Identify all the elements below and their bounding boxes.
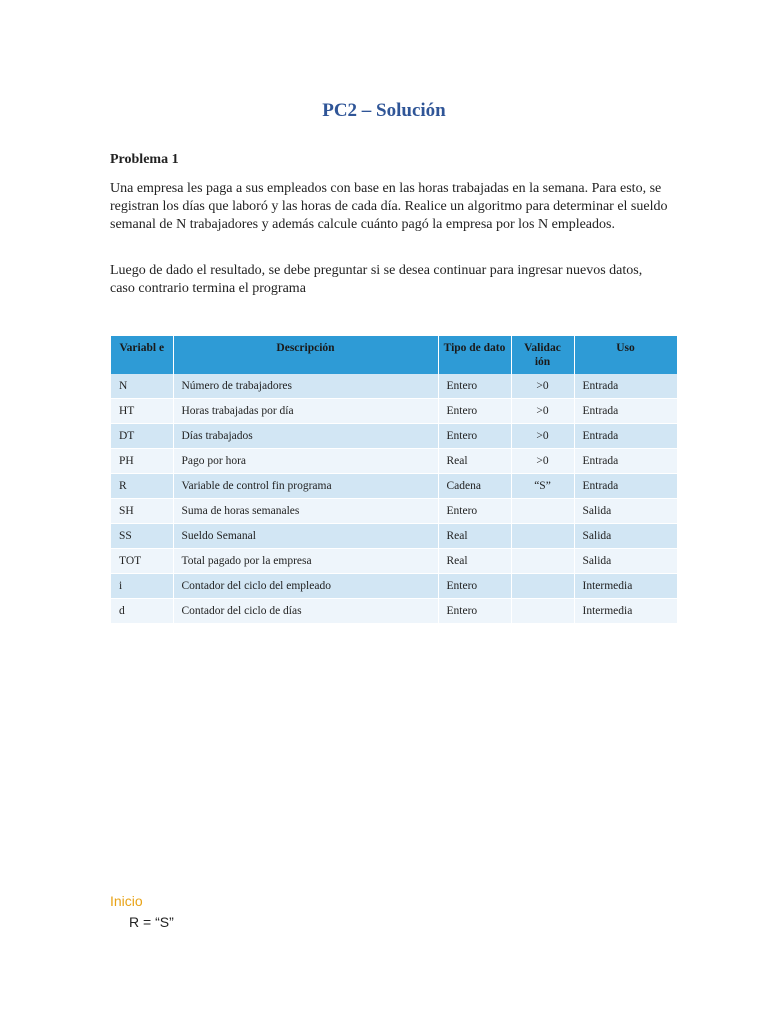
cell-variable: i — [111, 574, 173, 599]
table-row — [111, 474, 677, 499]
cell-use: Entrada — [574, 374, 677, 399]
problem-heading: Problema 1 — [110, 152, 179, 167]
table-row — [111, 374, 677, 399]
cell-use: Salida — [574, 549, 677, 574]
cell-variable: N — [111, 374, 173, 399]
table-row — [111, 424, 677, 449]
cell-data-type: Entero — [438, 599, 511, 624]
cell-description: Pago por hora — [173, 449, 438, 474]
table-header-row — [111, 336, 677, 374]
header-use: Uso — [574, 336, 677, 374]
continuation-statement: Luego de dado el resultado, se debe preguntar si se desea continuar para ingresar nuevos datos, caso contrario termina el programa — [110, 263, 643, 296]
cell-data-type: Real — [438, 524, 511, 549]
cell-description: Variable de control fin programa — [173, 474, 438, 499]
cell-validation: >0 — [511, 399, 574, 424]
table-row — [111, 599, 677, 624]
cell-validation — [511, 549, 574, 574]
header-description: Descripción — [173, 336, 438, 374]
cell-description: Sueldo Semanal — [173, 524, 438, 549]
cell-validation — [511, 599, 574, 624]
cell-data-type: Entero — [438, 399, 511, 424]
cell-variable: TOT — [111, 549, 173, 574]
cell-description: Contador del ciclo del empleado — [173, 574, 438, 599]
cell-data-type: Cadena — [438, 474, 511, 499]
cell-description: Horas trabajadas por día — [173, 399, 438, 424]
table-row — [111, 524, 677, 549]
table-row — [111, 399, 677, 424]
table-row — [111, 574, 677, 599]
table-row — [111, 499, 677, 524]
variables-table — [111, 336, 678, 624]
cell-variable: HT — [111, 399, 173, 424]
table-row — [111, 549, 677, 574]
cell-use: Entrada — [574, 474, 677, 499]
page-title: PC2 – Solución — [322, 100, 446, 121]
cell-use: Salida — [574, 524, 677, 549]
cell-data-type: Entero — [438, 374, 511, 399]
cell-variable: SS — [111, 524, 173, 549]
header-validation: Validac ión — [511, 336, 574, 374]
pseudocode-line: R = “S” — [129, 914, 174, 930]
table-row — [111, 449, 677, 474]
cell-validation: >0 — [511, 449, 574, 474]
cell-use: Intermedia — [574, 599, 677, 624]
cell-use: Intermedia — [574, 574, 677, 599]
cell-description: Contador del ciclo de días — [173, 599, 438, 624]
cell-description: Días trabajados — [173, 424, 438, 449]
cell-description: Número de trabajadores — [173, 374, 438, 399]
cell-data-type: Entero — [438, 574, 511, 599]
cell-variable: d — [111, 599, 173, 624]
cell-validation: “S” — [511, 474, 574, 499]
cell-variable: PH — [111, 449, 173, 474]
cell-data-type: Entero — [438, 424, 511, 449]
cell-use: Salida — [574, 499, 677, 524]
cell-variable: DT — [111, 424, 173, 449]
cell-use: Entrada — [574, 424, 677, 449]
cell-validation — [511, 574, 574, 599]
cell-validation: >0 — [511, 374, 574, 399]
pseudocode-start-label: Inicio — [110, 893, 143, 909]
cell-validation — [511, 524, 574, 549]
cell-data-type: Real — [438, 449, 511, 474]
cell-description: Total pagado por la empresa — [173, 549, 438, 574]
cell-variable: R — [111, 474, 173, 499]
cell-data-type: Entero — [438, 499, 511, 524]
header-data-type: Tipo de dato — [438, 336, 511, 374]
header-variable: Variabl e — [111, 336, 173, 374]
cell-validation: >0 — [511, 424, 574, 449]
cell-variable: SH — [111, 499, 173, 524]
problem-statement: Una empresa les paga a sus empleados con base en las horas trabajadas en la semana. Para esto, se registran los días que laboró y las horas de cada día. Realice un algoritmo para determinar el sueldo semanal de N trabajadores y además calcule cuánto pagó la empresa por los N empleados. — [110, 181, 668, 232]
cell-description: Suma de horas semanales — [173, 499, 438, 524]
cell-data-type: Real — [438, 549, 511, 574]
cell-validation — [511, 499, 574, 524]
cell-use: Entrada — [574, 449, 677, 474]
cell-use: Entrada — [574, 399, 677, 424]
